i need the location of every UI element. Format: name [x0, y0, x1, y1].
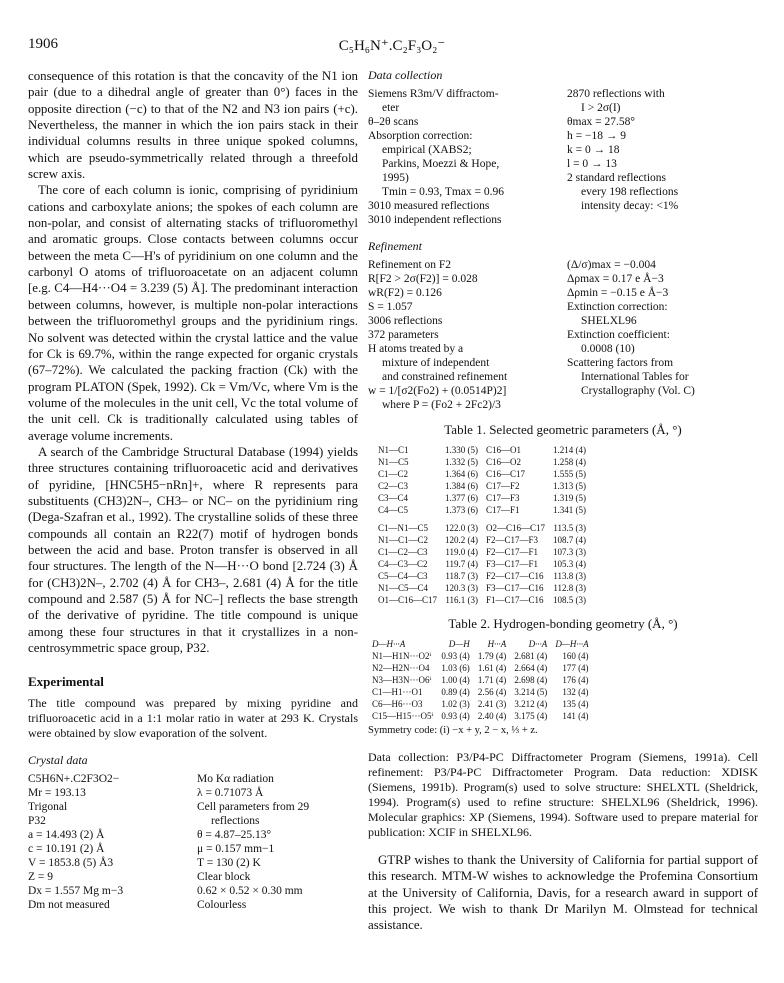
refinement-col1 — [368, 258, 559, 412]
collection-line: 2 standard reflections — [567, 172, 666, 184]
table-row — [374, 468, 590, 480]
table1-geometric-parameters — [374, 444, 590, 606]
table-row — [374, 456, 590, 468]
crystal-line: Trigonal — [28, 801, 68, 814]
table-cell: F2—C17—F3 — [486, 535, 539, 545]
table-cell: 141 (4) — [562, 711, 589, 721]
crystal-line: Z = 9 — [28, 871, 54, 884]
refinement-line: Extinction coefficient: — [567, 329, 670, 341]
table-cell: C1—N1—C5 — [378, 523, 429, 533]
table-cell: F1—C17—C16 — [486, 595, 544, 605]
refinement-col2 — [567, 258, 758, 412]
table-cell: C1—C2 — [378, 469, 409, 479]
table-cell: 0.93 (4) — [441, 711, 470, 721]
table-cell: N1—C5 — [378, 457, 409, 467]
collection-line: 3010 independent reflections — [368, 214, 502, 226]
table-cell: 1.214 (4) — [553, 445, 587, 455]
table-cell: 2.41 (3) — [477, 699, 507, 709]
table-row — [374, 534, 590, 546]
crystal-data — [28, 772, 358, 912]
refinement-line: and constrained refinement — [382, 371, 508, 383]
table-cell: 1.00 (4) — [441, 675, 470, 685]
table-cell: 1.61 (4) — [477, 663, 507, 673]
table-cell: N2—H2N···O4 — [372, 663, 430, 673]
table2-caption: Table 2. Hydrogen-bonding geometry (Å, °) — [448, 616, 678, 631]
table-cell: 2.56 (4) — [477, 687, 507, 697]
paragraph-core: The core of each column is ionic, comprising of pyridinium cations and carboxylate anions; the spokes of each column are non-polar, and consist of alternating stacks of trifluoromethyl and aromatic groups. Close contacts between columns occur between the meta C—H's of pyridinium on one column and the carbonyl O atoms of trifluoroacetate on an adjacent column [e.g. C4—H4···O4 = 3.239 (5) Å]. The predominant interaction between columns, however, is multiple non-polar interactions between the trifluoromethyl groups and the pyridinium rings. No solvent was detected within the crystal lattice and the value for Ck is 69.7%, within the range expected for organic crystals (67–72%). We calculated the packing fraction (Ck) with the program PLATON (Spek, 1992). Ck = Vm/Vc, where Vm is the volume of the molecules in the unit cell, Vc the total volume of the unit cell. Ck is traditionally calculated using tables of average volume increments. — [28, 183, 358, 443]
data-collection-col1 — [368, 87, 559, 227]
table-header-cell: D—H···A — [372, 639, 406, 649]
table-row — [374, 522, 590, 534]
table-header-cell: D—H···A — [555, 639, 589, 649]
table-cell: 3.212 (4) — [514, 699, 548, 709]
table-cell: N1—C5—C4 — [378, 583, 429, 593]
table-cell: 160 (4) — [562, 651, 589, 661]
refinement-line: Extinction correction: — [567, 301, 668, 313]
table-row — [368, 710, 593, 722]
table-cell: 3.175 (4) — [514, 711, 548, 721]
table-cell: 108.7 (4) — [553, 535, 587, 545]
crystal-line: μ = 0.157 mm−1 — [197, 843, 275, 856]
crystal-line: c = 10.191 (2) Å — [28, 843, 105, 856]
crystal-line: Dx = 1.557 Mg m−3 — [28, 885, 124, 898]
collection-line: Tmin = 0.93, Tmax = 0.96 — [382, 186, 505, 198]
table1-bond-lengths — [374, 444, 590, 516]
refinement-heading: Refinement — [368, 239, 422, 253]
table-cell: 120.3 (3) — [445, 583, 479, 593]
table-cell: N3—H3N···O6ⁱ — [372, 675, 432, 685]
table-cell: 119.0 (4) — [445, 547, 479, 557]
table-cell: 1.79 (4) — [477, 651, 507, 661]
table-cell: 1.373 (6) — [445, 505, 479, 515]
crystal-line: P32 — [28, 815, 46, 828]
refinement-line: Δρmin = −0.15 e Å−3 — [567, 287, 669, 299]
collection-line: k = 0 → 18 — [567, 144, 620, 156]
refinement-line: Scattering factors from — [567, 357, 674, 369]
table-cell: 108.5 (3) — [553, 595, 587, 605]
paragraph-csd-search: A search of the Cambridge Structural Database (1994) yields three structures containing trifluoroacetic acid and derivatives of pyridine, [HNC5H5−nRn]+, where R represents para substituents (CH3)2N–, CH3– or NC– on the pyridinium ring (Dega-Szafran et al., 1992). The crystalline solids of these three compounds all contain an R22(7) motif of hydrogen bonds between the acid and base. Proton transfer is observed in all four structures. The length of the N—H···O bond [2.724 (3) Å for (CH3)2N–, 2.702 (4) Å for CH3–, 2.681 (4) Å for the title compound and 2.587 (5) Å for NC–] reflects the base strength of the derivative of pyridine. The title compound is unique among these four structures in that it crystallizes in a non-centrosymmetric space group, P32. — [28, 444, 358, 656]
table-row — [368, 674, 593, 686]
collection-line: Siemens R3m/V diffractom- — [368, 88, 499, 100]
symmetry-code: Symmetry code: (i) −x + y, 2 − x, ⅓ + z. — [368, 725, 538, 736]
table-cell: 107.3 (3) — [553, 547, 587, 557]
table-row — [374, 492, 590, 504]
table-cell: 1.341 (5) — [553, 505, 587, 515]
data-collection-heading: Data collection — [368, 68, 443, 82]
table-row — [374, 480, 590, 492]
table-cell: 1.71 (4) — [477, 675, 507, 685]
programs-paragraph: Data collection: P3/P4-PC Diffractometer Program (Siemens, 1991a). Cell refinement: P3/P4-PC Diffractometer Program. Data reduction: XDISK (Siemens, 1991b). Program(s) used to solve structure: SHELXTL (Sheldrick, 1994). Program(s) used to refine structure: SHELXL96 (Sheldrick, 1996). Molecular graphics: XP (Siemens, 1994). Software used to prepare material for publication: XCIF in SHELXL96. — [368, 750, 758, 839]
page-number: 1906 — [28, 36, 58, 52]
table-header-cell: D···A — [528, 639, 548, 649]
crystal-line: C5H6N+.C2F3O2− — [28, 773, 120, 786]
table-row — [374, 594, 590, 606]
table-cell: 113.5 (3) — [553, 523, 587, 533]
crystal-line: λ = 0.71073 Å — [197, 787, 264, 800]
table-cell: C4—C3—C2 — [378, 559, 428, 569]
table-cell: 1.03 (6) — [441, 663, 470, 673]
table-cell: C2—C3 — [378, 481, 409, 491]
paragraph-rotation: consequence of this rotation is that the concavity of the N1 ion pair (due to a dihedral angle of greater than 0°) faces in the opposite direction (−c) to that of the N2 and N3 ion pairs (+c). Nevertheless, the manner in which the ion pairs stack in their individual columns results in three unique spoked columns, which are pseudo-symmetrically related through a threefold screw axis. — [28, 69, 358, 182]
refinement-line: Refinement on F2 — [368, 259, 452, 271]
table-cell: 1.330 (5) — [445, 445, 479, 455]
table-cell: 132 (4) — [562, 687, 589, 697]
table-cell: 2.664 (4) — [514, 663, 548, 673]
refinement-line: Crystallography (Vol. C) — [581, 385, 695, 397]
table-row — [374, 546, 590, 558]
refinement-line: 372 parameters — [368, 329, 439, 341]
collection-line: eter — [382, 102, 400, 114]
collection-line: Parkins, Moezzi & Hope, — [382, 158, 500, 170]
table-row — [368, 686, 593, 698]
table-row — [368, 662, 593, 674]
collection-line: θmax = 27.58° — [567, 116, 636, 128]
collection-line: empirical (XABS2; — [382, 144, 472, 156]
data-collection — [368, 87, 758, 227]
table-cell: N1—C1—C2 — [378, 535, 429, 545]
crystal-line: θ = 4.87–25.13° — [197, 829, 272, 842]
table-cell: 118.7 (3) — [445, 571, 479, 581]
table-cell: 1.313 (5) — [553, 481, 587, 491]
refinement-line: 0.0008 (10) — [581, 343, 635, 355]
table-cell: 1.319 (5) — [553, 493, 587, 503]
table-row — [374, 558, 590, 570]
refinement-line: (Δ/σ)max = −0.004 — [567, 259, 656, 271]
acknowledgements-paragraph: GTRP wishes to thank the University of California for partial support of this research. MTM-W wishes to acknowledge the Profemina Consortium at the University of California, Davis, for a research award in support of this project. We wish to thank Dr Marilyn M. Olmstead for technical assistance. — [368, 853, 758, 933]
refinement-line: 3006 reflections — [368, 315, 443, 327]
refinement-line: Δρmax = 0.17 e Å−3 — [567, 273, 664, 285]
refinement — [368, 258, 758, 412]
crystal-line: Colourless — [197, 899, 247, 912]
table-cell: N1—C1 — [378, 445, 409, 455]
table-row — [374, 570, 590, 582]
table-cell: 120.2 (4) — [445, 535, 479, 545]
collection-line: 2870 reflections with — [567, 88, 665, 100]
running-title: C₅H₆N⁺.C₂F₃O₂⁻ — [338, 38, 446, 54]
table-cell: C4—C5 — [378, 505, 409, 515]
table-cell: C17—F3 — [486, 493, 520, 503]
refinement-line: wR(F2) = 0.126 — [368, 287, 442, 299]
page-header — [28, 36, 756, 56]
table-cell: C16—O1 — [486, 445, 522, 455]
refinement-line: w = 1/[σ2(Fo2) + (0.0514P)2] — [368, 385, 507, 397]
table-cell: C16—C17 — [486, 469, 526, 479]
table-cell: C6—H6···O3 — [372, 699, 423, 709]
table-header-cell: H···A — [487, 639, 507, 649]
crystal-data-col2 — [197, 772, 358, 912]
refinement-line: where P = (Fo2 + 2Fc2)/3 — [382, 399, 501, 411]
table-cell: O2—C16—C17 — [486, 523, 546, 533]
table-cell: 113.8 (3) — [553, 571, 587, 581]
refinement-line: S = 1.057 — [368, 301, 413, 313]
table-cell: 0.89 (4) — [441, 687, 470, 697]
table-cell: F2—C17—C16 — [486, 571, 544, 581]
table-cell: O1—C16—C17 — [378, 595, 438, 605]
crystal-line: a = 14.493 (2) Å — [28, 829, 105, 842]
table-cell: 1.364 (6) — [445, 469, 479, 479]
crystal-line: 0.62 × 0.52 × 0.30 mm — [197, 885, 303, 898]
table-cell: 112.8 (3) — [553, 583, 587, 593]
table-cell: 116.1 (3) — [445, 595, 479, 605]
table-cell: 122.0 (3) — [445, 523, 479, 533]
table-cell: 1.377 (6) — [445, 493, 479, 503]
table-row — [374, 444, 590, 456]
collection-line: h = −18 → 9 — [567, 130, 626, 142]
left-column — [28, 68, 358, 912]
table-cell: 2.698 (4) — [514, 675, 548, 685]
experimental-text: The title compound was prepared by mixing pyridine and trifluoroacetic acid in a 1:1 molar ratio in water at 293 K. Crystals were obtained by slow evaporation of the solvent. — [28, 696, 358, 741]
crystal-data-col1 — [28, 772, 189, 912]
crystal-line: Mo Kα radiation — [197, 773, 274, 786]
data-collection-col2 — [567, 87, 758, 227]
table-cell: F3—C17—C16 — [486, 583, 544, 593]
table-cell: C17—F1 — [486, 505, 520, 515]
refinement-line: International Tables for — [581, 371, 689, 383]
table-row — [374, 504, 590, 516]
table-cell: 1.02 (3) — [441, 699, 470, 709]
table-row — [368, 650, 593, 662]
table-cell: 176 (4) — [562, 675, 589, 685]
table-row — [374, 582, 590, 594]
table-row — [368, 698, 593, 710]
refinement-line: mixture of independent — [382, 357, 490, 369]
table-header-cell: D—H — [448, 639, 470, 649]
crystal-line: Mr = 193.13 — [28, 787, 86, 800]
table-cell: 3.214 (5) — [514, 687, 548, 697]
table-cell: C1—H1···O1 — [372, 687, 423, 697]
table1-caption: Table 1. Selected geometric parameters (Å, °) — [444, 422, 682, 437]
refinement-line: H atoms treated by a — [368, 343, 464, 355]
collection-line: 3010 measured reflections — [368, 200, 490, 212]
table-cell: 2.40 (4) — [477, 711, 507, 721]
table-cell: 119.7 (4) — [445, 559, 479, 569]
table-cell: C15—H15···O5ⁱ — [372, 711, 434, 721]
refinement-line: SHELXL96 — [581, 315, 637, 327]
crystal-line: Cell parameters from 29 — [197, 801, 310, 814]
collection-line: intensity decay: <1% — [581, 200, 679, 212]
refinement-line: R[F2 > 2σ(F2)] = 0.028 — [368, 273, 478, 285]
table-cell: F2—C17—F1 — [486, 547, 539, 557]
table-cell: 2.681 (4) — [514, 651, 548, 661]
crystal-line: T = 130 (2) K — [197, 857, 261, 870]
crystal-line: V = 1853.8 (5) Å3 — [28, 857, 114, 870]
crystal-line: Clear block — [197, 871, 251, 884]
collection-line: every 198 reflections — [581, 186, 679, 198]
table-cell: 1.555 (5) — [553, 469, 587, 479]
table-cell: 1.258 (4) — [553, 457, 587, 467]
table-cell: 105.3 (4) — [553, 559, 587, 569]
table-cell: C1—C2—C3 — [378, 547, 428, 557]
table-cell: C3—C4 — [378, 493, 409, 503]
table-cell: C16—O2 — [486, 457, 522, 467]
table-cell: 135 (4) — [562, 699, 589, 709]
table2-header-row — [368, 638, 593, 650]
collection-line: 1995) — [382, 172, 409, 184]
collection-line: Absorption correction: — [368, 130, 473, 142]
collection-line: l = 0 → 13 — [567, 158, 617, 170]
table-cell: C5—C4—C3 — [378, 571, 428, 581]
collection-line: I > 2σ(I) — [581, 102, 621, 114]
table2-body — [368, 650, 593, 722]
crystal-line: Dm not measured — [28, 899, 110, 912]
table-cell: C17—F2 — [486, 481, 520, 491]
table-cell: F3—C17—F1 — [486, 559, 539, 569]
table-cell: 1.384 (6) — [445, 481, 479, 491]
table-cell: 1.332 (5) — [445, 457, 479, 467]
table1-bond-angles — [374, 522, 590, 606]
crystal-line: reflections — [211, 815, 260, 828]
table-cell: N1—H1N···O2ⁱ — [372, 651, 432, 661]
table-cell: 0.93 (4) — [441, 651, 470, 661]
table2-hydrogen-bonding — [368, 638, 593, 722]
right-column — [368, 68, 758, 934]
crystal-data-heading: Crystal data — [28, 753, 88, 768]
collection-line: θ–2θ scans — [368, 116, 419, 128]
experimental-heading: Experimental — [28, 674, 104, 690]
table-cell: 177 (4) — [562, 663, 589, 673]
